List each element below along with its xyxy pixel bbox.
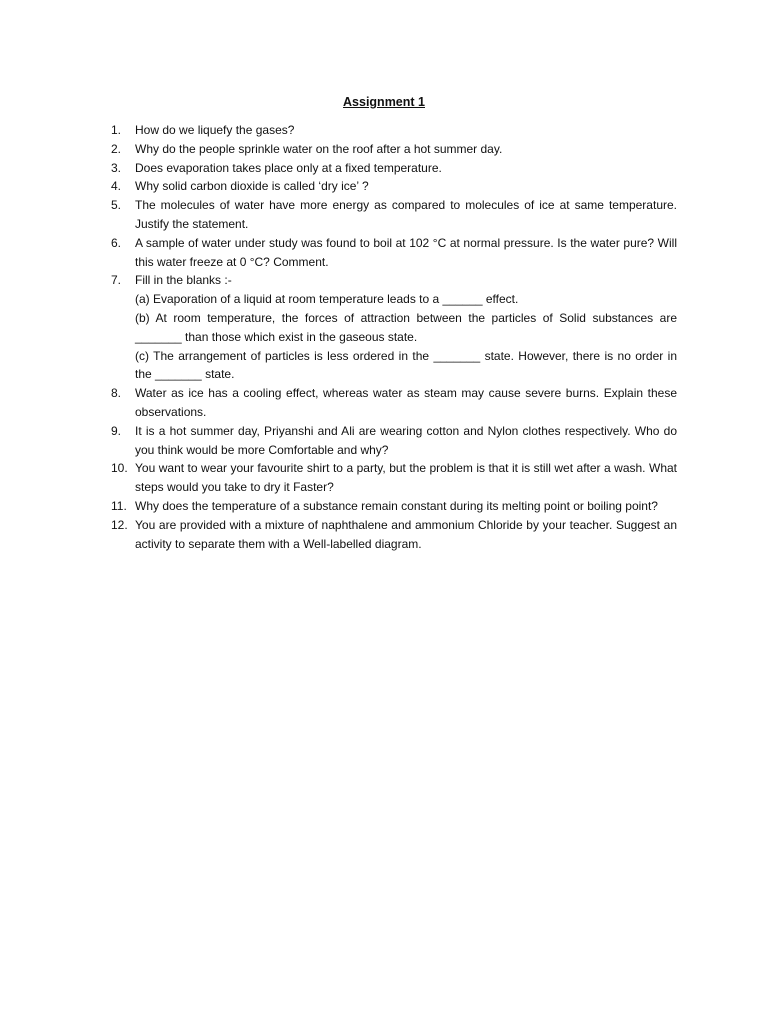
question-line: You want to wear your favourite shirt to a party, but the problem is that it is still wet after a wash. What steps would you take to dry it Faster? — [135, 461, 677, 495]
question-line: You are provided with a mixture of naphthalene and ammonium Chloride by your teacher. Suggest an activity to separate them with a Well-labelled diagram. — [135, 517, 677, 551]
question-line: Why do the people sprinkle water on the roof after a hot summer day. — [135, 141, 503, 156]
question-line: The molecules of water have more energy as compared to molecules of ice at same temperature. Justify the statement. — [135, 198, 677, 231]
document-title: Assignment 1 — [343, 95, 425, 109]
question-number: 5. — [111, 198, 122, 213]
question-number: 2. — [111, 141, 122, 156]
question-text — [135, 121, 677, 140]
question-number: 10. — [111, 461, 128, 476]
question-number: 1. — [111, 123, 122, 137]
question-item — [111, 516, 677, 554]
question-text — [135, 271, 677, 384]
question-item — [111, 497, 677, 516]
question-text — [135, 196, 677, 234]
question-number: 4. — [111, 179, 122, 194]
question-line: How do we liquefy the gases? — [135, 123, 295, 137]
question-line: (c) The arrangement of particles is less ordered in the _______ state. However, there is no order in the _______ state. — [135, 348, 677, 382]
question-list — [111, 121, 677, 553]
question-line: It is a hot summer day, Priyanshi and Ali are wearing cotton and Nylon clothes respectively. Who do you think would be more Comfortable and why? — [135, 423, 677, 457]
question-text — [135, 459, 677, 497]
question-line: Fill in the blanks :- — [135, 273, 232, 288]
question-item — [111, 140, 677, 159]
question-line: (a) Evaporation of a liquid at room temperature leads to a ______ effect. — [135, 292, 519, 307]
question-number: 11. — [111, 498, 127, 513]
question-item — [111, 459, 677, 497]
question-item — [111, 271, 677, 384]
question-item — [111, 159, 677, 178]
question-text — [135, 497, 677, 516]
question-item — [111, 234, 677, 272]
question-line: A sample of water under study was found to boil at 102 °C at normal pressure. Is the water pure? Will this water freeze at 0 °C? Comment. — [135, 235, 677, 269]
question-item — [111, 422, 677, 460]
question-number: 6. — [111, 235, 122, 250]
question-text — [135, 140, 677, 159]
question-line: Does evaporation takes place only at a fixed temperature. — [135, 160, 442, 175]
question-text — [135, 177, 677, 196]
question-item — [111, 384, 677, 422]
question-line: (b) At room temperature, the forces of attraction between the particles of Solid substances are _______ than those which exist in the gaseous state. — [135, 310, 677, 344]
question-number: 12. — [111, 517, 128, 532]
question-item — [111, 196, 677, 234]
question-text — [135, 159, 677, 178]
question-number: 8. — [111, 386, 122, 401]
question-item — [111, 177, 677, 196]
question-text — [135, 234, 677, 272]
question-number: 3. — [111, 160, 122, 175]
question-line: Why solid carbon dioxide is called ‘dry ice’ ? — [135, 179, 369, 194]
question-text — [135, 384, 677, 422]
question-text — [135, 516, 677, 554]
question-number: 7. — [111, 273, 122, 288]
question-line: Why does the temperature of a substance remain constant during its melting point or boiling point? — [135, 498, 658, 513]
question-number: 9. — [111, 423, 122, 438]
question-text — [135, 422, 677, 460]
question-item — [111, 121, 677, 140]
question-line: Water as ice has a cooling effect, whereas water as steam may cause severe burns. Explain these observations. — [135, 386, 677, 419]
